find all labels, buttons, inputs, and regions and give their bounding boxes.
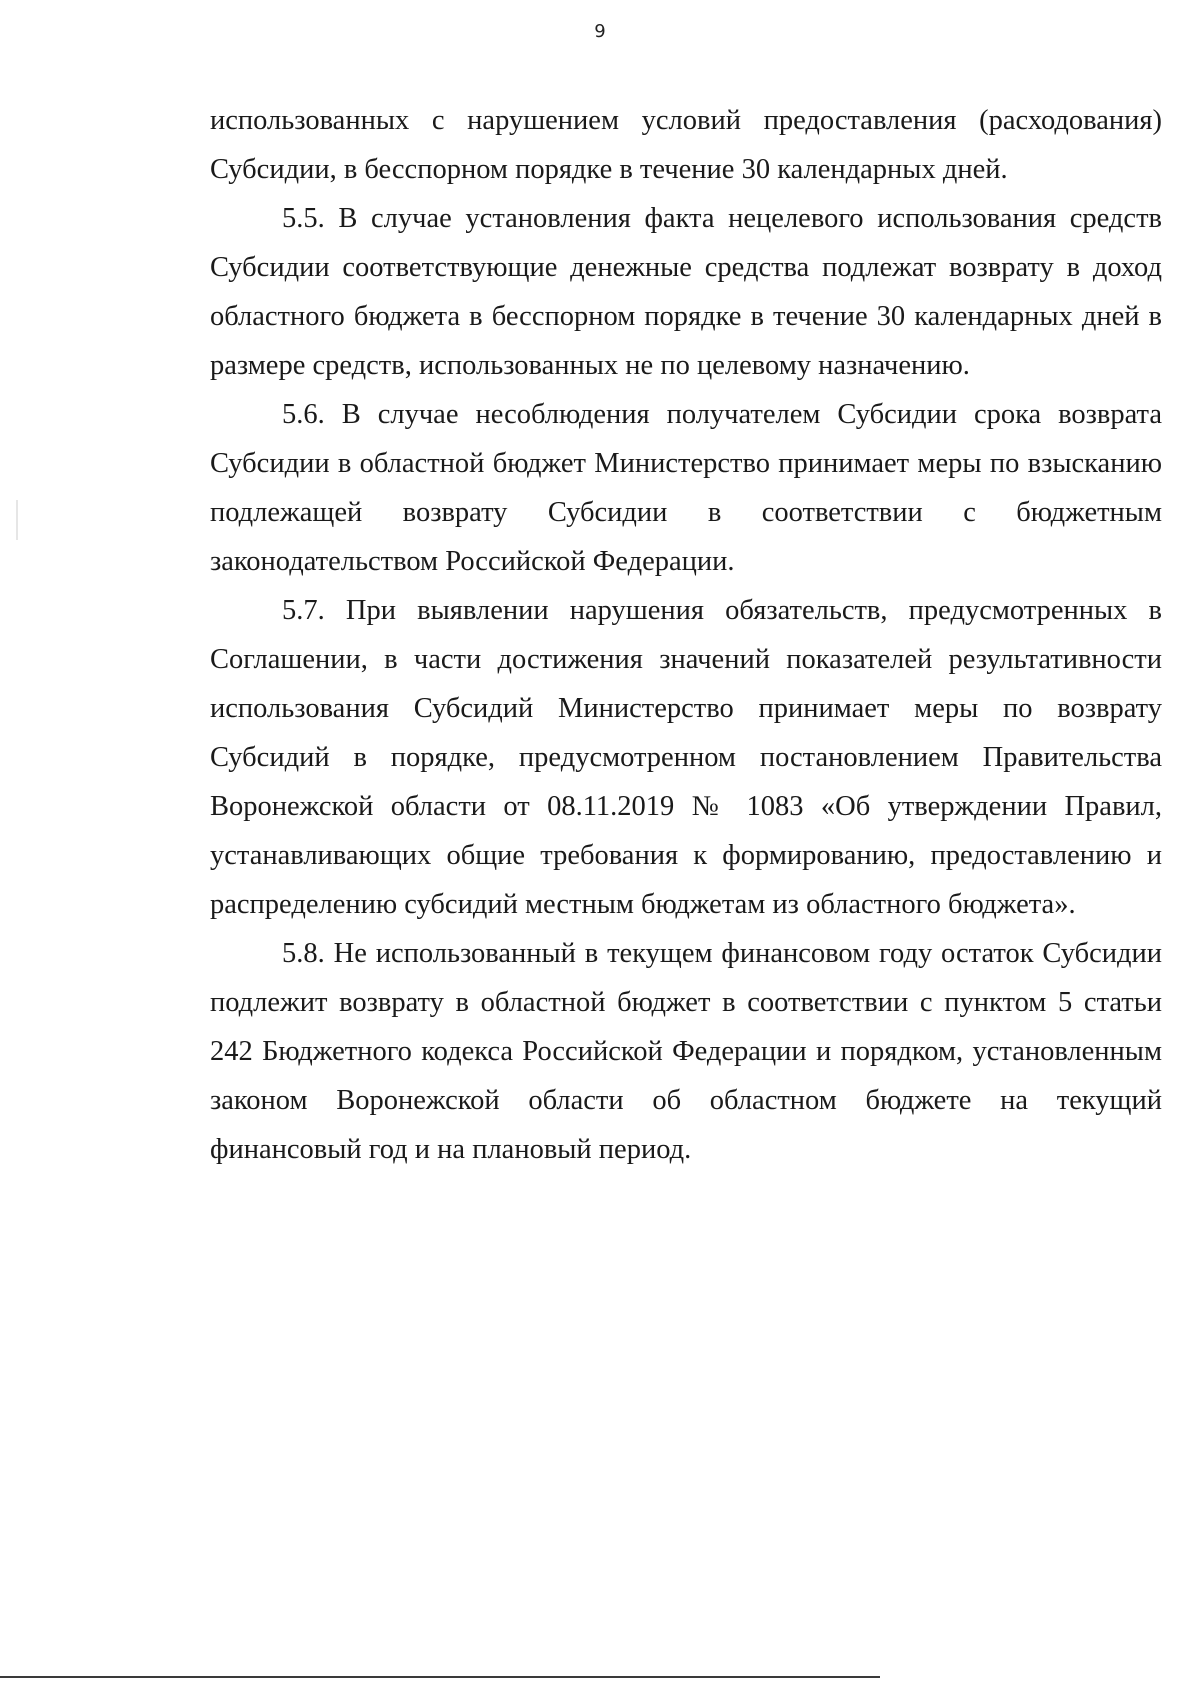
paragraph-continued: использованных с нарушением условий предоставления (расходования) Субсидии, в бесспорном порядке в течение 30 календарных дней. xyxy=(210,105,1162,185)
scan-bottom-edge xyxy=(0,1676,880,1678)
paragraph-5-5: 5.5. В случае установления факта нецелевого использования средств Субсидии соответствующие денежные средства подлежат возврату в доход областного бюджета в бесспорном порядке в течение 30 календарных дней в размере средств, использованных не по целевому назначению. xyxy=(210,203,1162,381)
page-number: 9 xyxy=(594,21,606,42)
document-body xyxy=(210,96,1162,1174)
paragraph-5-8: 5.8. Не использованный в текущем финансовом году остаток Субсидии подлежит возврату в областной бюджет в соответствии с пунктом 5 статьи 242 Бюджетного кодекса Российской Федерации и порядком, установленным законом Воронежской области об областном бюджете на текущий финансовый год и на плановый период. xyxy=(210,938,1162,1165)
paragraph-5-6: 5.6. В случае несоблюдения получателем Субсидии срока возврата Субсидии в областной бюджет Министерство принимает меры по взысканию подлежащей возврату Субсидии в соответствии с бюджетным законодательством Российской Федерации. xyxy=(210,399,1162,577)
paragraph-5-7: 5.7. При выявлении нарушения обязательств, предусмотренных в Соглашении, в части достижения значений показателей результативности использования Субсидий Министерство принимает меры по возврату Субсидий в порядке, предусмотренном постановлением Правительства Воронежской области от 08.11.2019 № 1083 «Об утверждении Правил, устанавливающих общие требования к формированию, предоставлению и распределению субсидий местным бюджетам из областного бюджета». xyxy=(210,595,1162,920)
scan-margin-mark xyxy=(16,500,18,540)
